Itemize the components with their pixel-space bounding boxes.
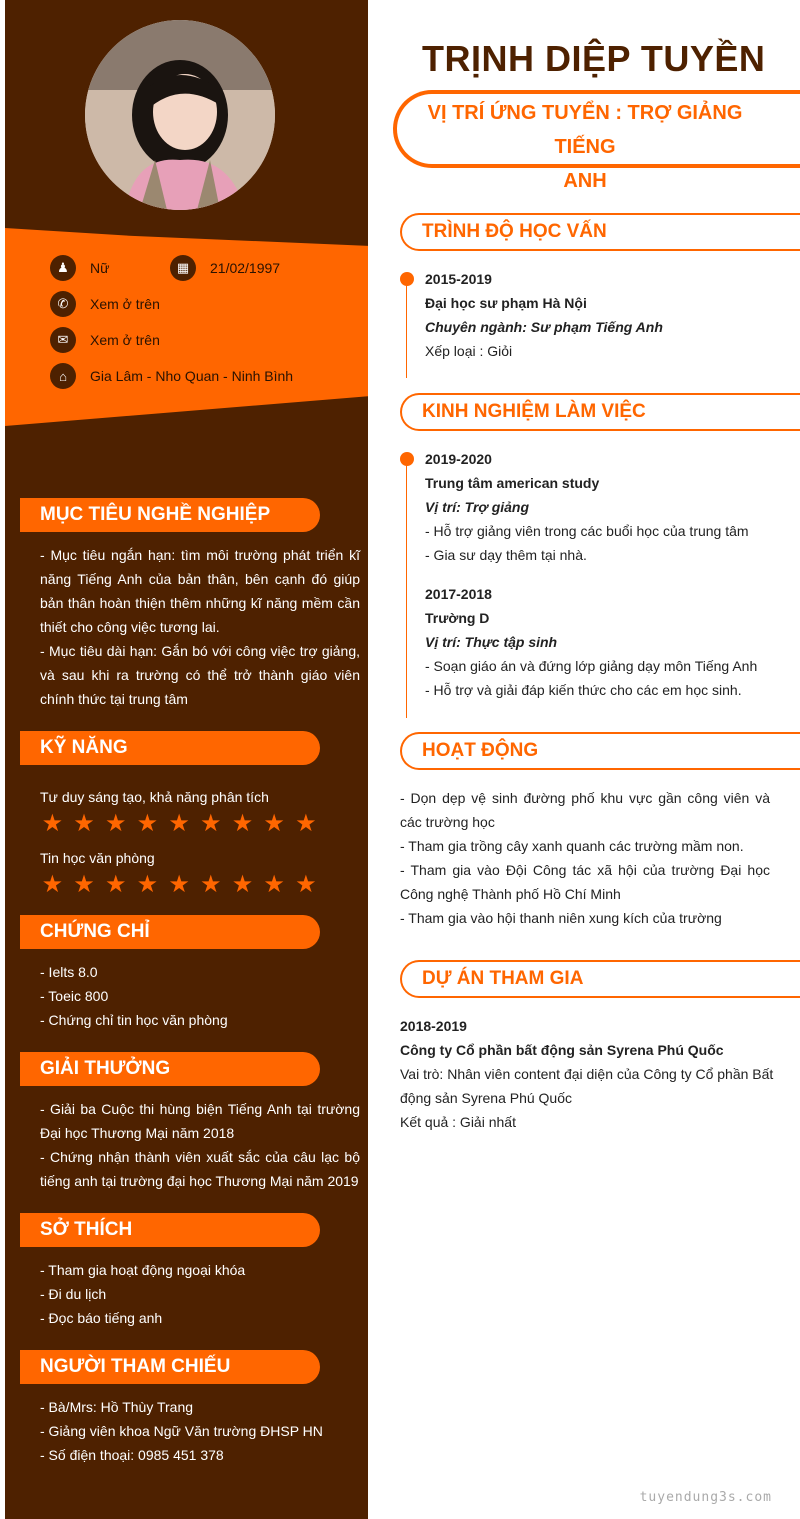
star-icon: ★	[136, 810, 159, 837]
project-result: Kết quả : Giải nhất	[400, 1114, 516, 1130]
project-company: Công ty Cổ phần bất động sản Syrena Phú Quốc	[400, 1042, 724, 1058]
birthday-row	[170, 255, 280, 281]
star-icon: ★	[104, 871, 127, 898]
list-item: - Chứng chỉ tin học văn phòng	[40, 1012, 228, 1028]
list-item: - Chứng nhận thành viên xuất sắc của câu lạc bộ tiếng anh tại trường đại học Thương Mại năm 2019	[40, 1149, 360, 1189]
phone-icon: ✆	[50, 291, 76, 317]
list-item: - Tham gia vào hội thanh niên xung kích của trường	[400, 910, 722, 926]
avatar-photo	[85, 20, 275, 210]
list-item: - Tham gia trồng cây xanh quanh các trường mầm non.	[400, 838, 744, 854]
position-line: ANH	[563, 170, 607, 192]
job-task: - Hỗ trợ giảng viên trong các buổi học của trung tâm	[425, 523, 749, 539]
hobbies-heading: SỞ THÍCH	[20, 1213, 320, 1247]
job-role: Vị trí: Trợ giảng	[425, 499, 530, 515]
star-icon: ★	[200, 810, 222, 837]
watermark: tuyendung3s.com	[639, 1490, 772, 1505]
birthday-text: 21/02/1997	[210, 260, 281, 276]
references-heading: NGƯỜI THAM CHIẾU	[20, 1350, 320, 1384]
star-icon: ★	[295, 871, 317, 898]
activities-list	[400, 786, 770, 930]
star-icon: ★	[263, 810, 285, 837]
star-icon: ★	[295, 810, 317, 837]
experience-entry	[425, 582, 757, 702]
timeline-dot	[400, 452, 414, 466]
star-icon: ★	[104, 810, 127, 837]
project-period: 2018-2019	[400, 1018, 467, 1034]
star-icon: ★	[41, 871, 64, 898]
list-item: - Ielts 8.0	[40, 964, 98, 980]
star-icon: ★	[200, 871, 222, 898]
candidate-name: TRỊNH DIỆP TUYỀN	[422, 38, 766, 79]
email-text: Xem ở trên	[90, 332, 160, 348]
skill-rating	[40, 873, 318, 897]
job-task: - Soạn giáo án và đứng lớp giảng dạy môn Tiếng Anh	[425, 658, 758, 674]
hobbies-list	[40, 1258, 360, 1330]
list-item: - Số điện thoại: 0985 451 378	[40, 1447, 224, 1463]
skill-name: Tư duy sáng tạo, khả năng phân tích	[40, 789, 269, 805]
objective-heading: MỤC TIÊU NGHỀ NGHIỆP	[20, 498, 320, 532]
list-item: - Tham gia hoạt động ngoại khóa	[40, 1262, 246, 1278]
star-icon: ★	[231, 810, 254, 837]
list-item: - Bà/Mrs: Hồ Thùy Trang	[40, 1399, 194, 1415]
job-task: - Hỗ trợ và giải đáp kiến thức cho các em học sinh.	[425, 682, 742, 698]
certificates-list	[40, 960, 360, 1032]
experience-entry	[425, 447, 749, 567]
envelope-icon: ✉	[50, 327, 76, 353]
timeline-line	[406, 460, 407, 718]
experience-heading: KINH NGHIỆM LÀM VIỆC	[400, 393, 800, 431]
skills-heading: KỸ NĂNG	[20, 731, 320, 765]
address-text: Gia Lâm - Nho Quan - Ninh Bình	[90, 368, 294, 384]
gender-icon: ♟	[50, 255, 76, 281]
objective-short-term: - Mục tiêu ngắn hạn: tìm môi trường phát triển kĩ năng Tiếng Anh của bản thân, bên cạnh đó giúp bản thân hoàn thiện thêm những kĩ năng mềm cần thiết cho công việc tương lai.	[40, 547, 360, 635]
skill-name: Tin học văn phòng	[40, 850, 155, 866]
activities-heading: HOẠT ĐỘNG	[400, 732, 800, 770]
left-sidebar	[5, 0, 368, 1519]
education-major: Chuyên ngành: Sư phạm Tiếng Anh	[425, 319, 663, 335]
list-item: - Toeic 800	[40, 988, 109, 1004]
calendar-icon: ▦	[170, 255, 196, 281]
job-period: 2019-2020	[425, 451, 492, 467]
project-role: Vai trò: Nhân viên content đại diện của Công ty Cổ phần Bất động sản Syrena Phú Quốc	[400, 1066, 774, 1106]
references-list	[40, 1395, 360, 1467]
timeline-line	[406, 280, 407, 378]
list-item: - Giải ba Cuộc thi hùng biện Tiếng Anh tại trường Đại học Thương Mại năm 2018	[40, 1101, 360, 1141]
job-company: Trường D	[425, 610, 490, 626]
gender-text: Nữ	[90, 260, 110, 276]
star-icon: ★	[168, 871, 190, 898]
star-icon: ★	[231, 871, 254, 898]
list-item: - Đọc báo tiếng anh	[40, 1310, 163, 1326]
home-icon: ⌂	[50, 363, 76, 389]
job-company: Trung tâm american study	[425, 475, 600, 491]
phone-row	[50, 291, 160, 317]
avatar	[85, 20, 275, 210]
address-row	[50, 363, 293, 389]
list-item: - Đi du lịch	[40, 1286, 107, 1302]
email-row	[50, 327, 160, 353]
position-box	[393, 90, 800, 192]
star-icon: ★	[73, 871, 95, 898]
phone-text: Xem ở trên	[90, 296, 160, 312]
job-period: 2017-2018	[425, 586, 492, 602]
project-entry	[400, 1014, 775, 1134]
job-task: - Gia sư dạy thêm tại nhà.	[425, 547, 587, 563]
awards-list	[40, 1097, 360, 1193]
objective-long-term: - Mục tiêu dài hạn: Gắn bó với công việc trợ giảng, và sau khi ra trường có thể trở thành giáo viên chính thức tại trung tâm	[40, 643, 360, 707]
position-line: VỊ TRÍ ỨNG TUYỂN : TRỢ GIẢNG TIẾNG	[427, 102, 743, 158]
education-period: 2015-2019	[425, 271, 492, 287]
education-school: Đại học sư phạm Hà Nội	[425, 295, 587, 311]
gender-row	[50, 255, 109, 281]
certificates-heading: CHỨNG CHỈ	[20, 915, 320, 949]
education-entry	[425, 267, 663, 363]
awards-heading: GIẢI THƯỞNG	[20, 1052, 320, 1086]
job-role: Vị trí: Thực tập sinh	[425, 634, 558, 650]
list-item: - Giảng viên khoa Ngữ Văn trường ĐHSP HN	[40, 1423, 323, 1439]
star-icon: ★	[41, 810, 64, 837]
star-icon: ★	[136, 871, 159, 898]
list-item: - Tham gia vào Đội Công tác xã hội của trường Đại học Công nghệ Thành phố Hồ Chí Minh	[400, 862, 770, 902]
star-icon: ★	[73, 810, 95, 837]
skill-rating	[40, 812, 318, 836]
timeline-dot	[400, 272, 414, 286]
education-heading: TRÌNH ĐỘ HỌC VẤN	[400, 213, 800, 251]
star-icon: ★	[263, 871, 285, 898]
list-item: - Dọn dẹp vệ sinh đường phố khu vực gần công viên và các trường học	[400, 790, 770, 830]
projects-heading: DỰ ÁN THAM GIA	[400, 960, 800, 998]
education-grade: Xếp loại : Giỏi	[425, 343, 513, 359]
star-icon: ★	[168, 810, 190, 837]
objective-body	[40, 543, 360, 711]
